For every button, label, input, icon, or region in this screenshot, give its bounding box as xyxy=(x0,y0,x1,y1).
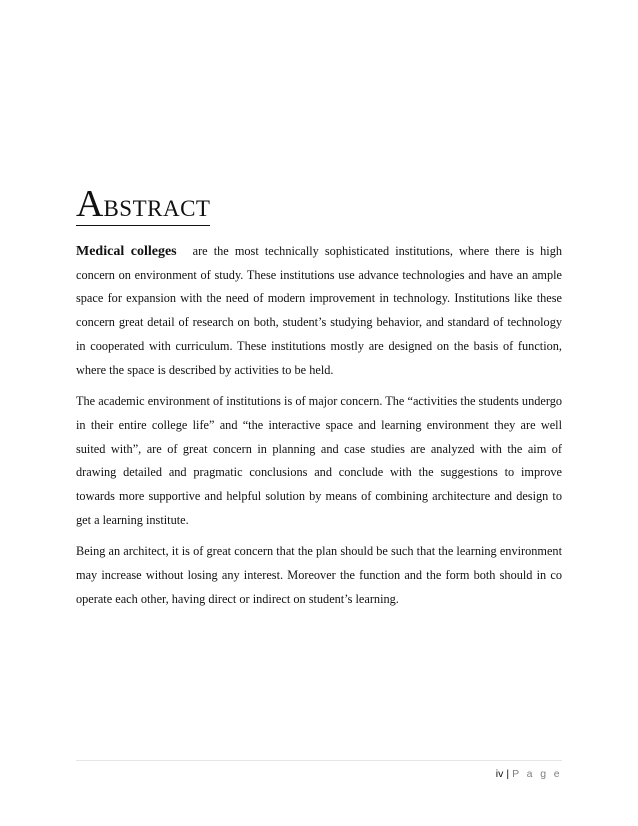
heading-rest: BSTRACT xyxy=(103,196,211,221)
page-label: P a g e xyxy=(512,768,562,780)
heading-first-letter: A xyxy=(76,183,104,225)
abstract-paragraph-3: Being an architect, it is of great concern that the plan should be such that the learning environment may increase without losing any interest. Moreover the function and the form both should in co operate each other, having direct or indirect on student’s learning. xyxy=(76,544,562,606)
footer-divider xyxy=(76,760,562,761)
abstract-heading xyxy=(76,185,210,226)
page-footer xyxy=(496,768,562,780)
paragraph-lead-phrase: Medical colleges xyxy=(76,244,177,259)
abstract-paragraph-1 xyxy=(76,240,562,382)
footer-separator: | xyxy=(506,768,510,780)
abstract-body xyxy=(76,240,562,620)
paragraph-text: are the most technically sophisticated institutions, where there is high concern on environment of study. These institutions use advance technologies and have an ample space for expansion with the need of modern improvement in technology. Institutions like these concern great detail of research on both, student’s studying behavior, and standard of technology in cooperated with curriculum. These institutions mostly are designed on the basis of function, where the space is described by activities to be held. xyxy=(76,244,563,377)
page-number: iv xyxy=(495,768,504,780)
abstract-paragraph-2: The academic environment of institutions is of major concern. The “activities the students undergo in their entire college life” and “the interactive space and learning environment they are well suited with”, are of great concern in planning and case studies are analyzed with the aim of drawing detailed and pragmatic conclusions and conclude with the suggestions to improve towards more supportive and helpful solution by means of combining architecture and design to get a learning institute. xyxy=(76,394,562,527)
